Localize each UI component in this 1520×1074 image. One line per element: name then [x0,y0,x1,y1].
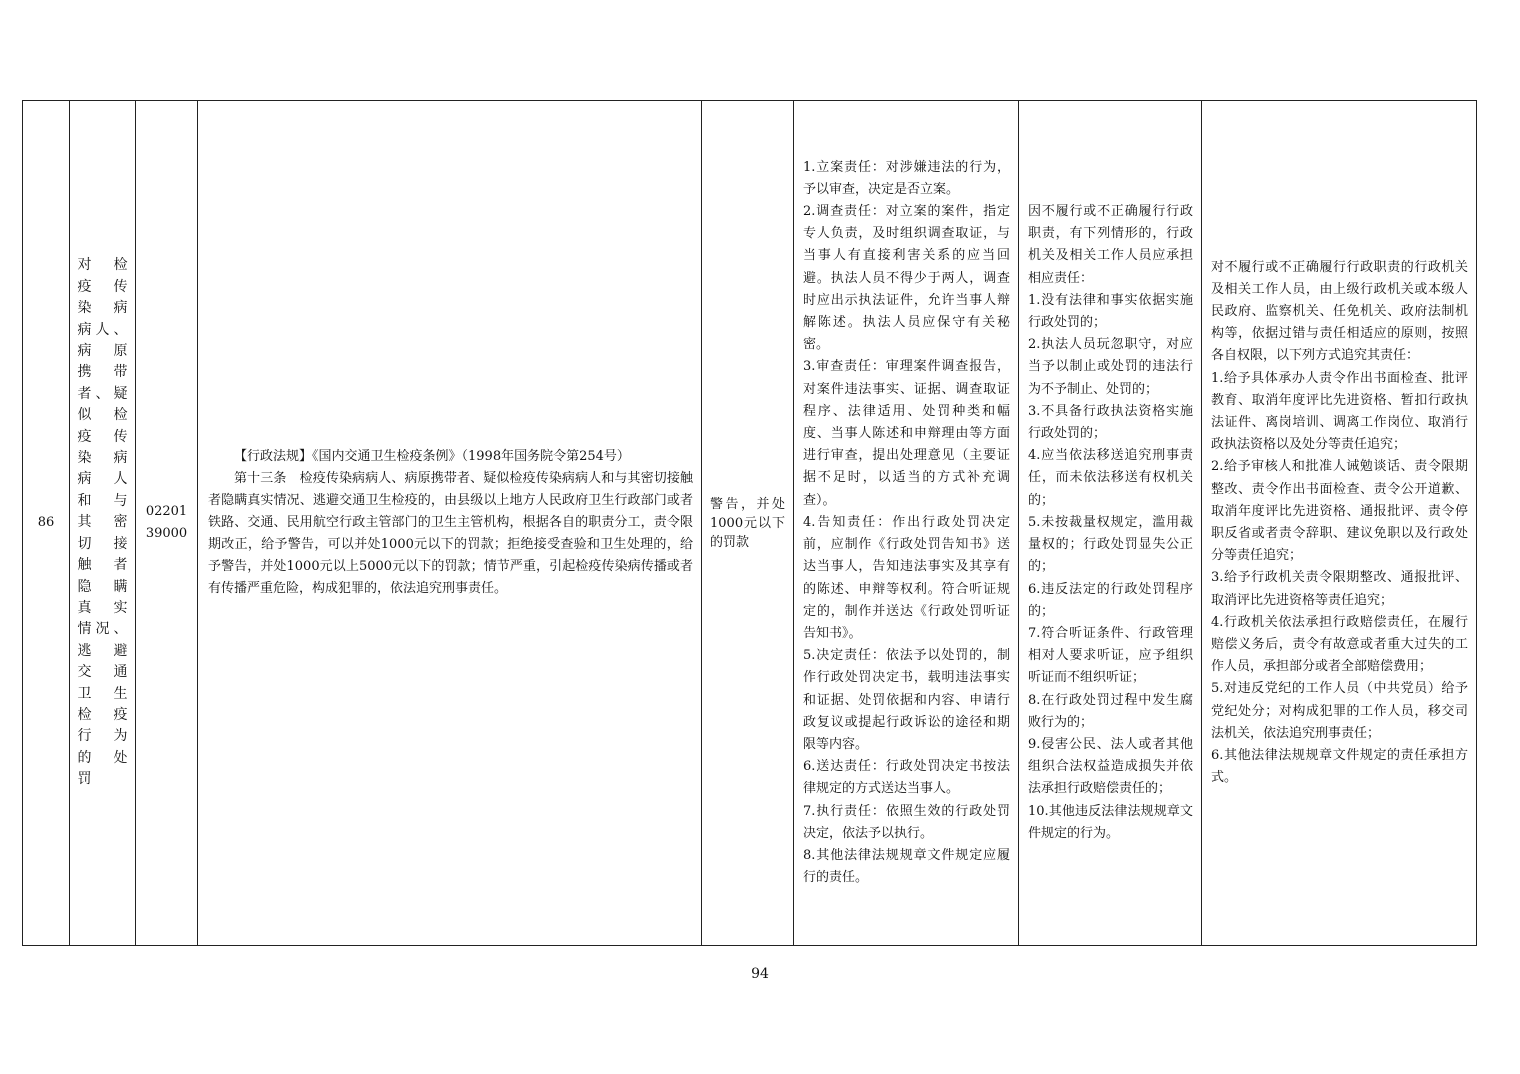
item-name-line: 情况、 [77,621,128,638]
item-name-line: 卫 生 [77,685,128,702]
item-name-line: 病 人 [77,471,128,488]
row-number-cell [23,101,70,946]
item-name-line: 行 为 [77,728,128,745]
list-item: 5.对违反党纪的工作人员（中共党员）给予党纪处分；对构成犯罪的工作人员，移交司法机关，依法追究刑事责任； [1211,681,1468,741]
item-name-line: 切 接 [77,535,128,552]
list-item: 10.其他违反法律法规规章文件规定的行为。 [1028,803,1193,841]
legal-basis-article: 第十三条 检疫传染病病人、病原携带者、疑似检疫传染病病人和与其密切接触者隐瞒真实情况、逃避交通卫生检疫的，由县级以上地方人民政府卫生行政部门或者铁路、交通、民用航空行政主管部门的卫生主管机构，根据各自的职责分工，责令限期改正，给予警告，可以并处1000元以下的罚款；拒绝接受查验和卫生处理的，给予警告，并处1000元以上5000元以下的罚款；情节严重，引起检疫传染病传播或者有传播严重危险，构成犯罪的，依法追究刑事责任。 [208,471,693,596]
accountability-methods-cell [1202,101,1477,946]
item-code-cell [136,101,198,946]
legal-basis-cell [198,101,702,946]
power-list-table [22,100,1477,946]
table-row [23,101,1477,946]
item-name-line: 者、疑 [77,385,128,402]
page-number: 94 [751,966,769,982]
item-name-line: 疫 传 [77,428,128,445]
list-item: 1.给予具体承办人责令作出书面检查、批评教育、取消年度评比先进资格、暂扣行政执法证件、离岗培训、调离工作岗位、取消行政执法资格以及处分等责任追究； [1211,370,1468,453]
list-item: 1.立案责任：对涉嫌违法的行为，予以审查，决定是否立案。 [803,159,1010,197]
item-name-line: 染 病 [77,300,128,317]
item-name-line: 隐 瞒 [77,578,128,595]
item-name-line: 其 密 [77,514,128,531]
list-item: 7.符合听证条件、行政管理相对人要求听证，应予组织听证而不组织听证； [1028,625,1193,686]
list-item: 9.侵害公民、法人或者其他组织合法权益造成损失并依法承担行政赔偿责任的； [1028,736,1193,797]
list-item: 2.给予审核人和批准人诫勉谈话、责令限期整改、责令作出书面检查、责令公开道歉、取消年度评比先进资格、通报批评、责令停职反省或者责令辞职、建议免职以及行政处分等责任追究； [1211,459,1468,564]
list-item: 2.调查责任：对立案的案件，指定专人负责，及时组织调查取证，与当事人有直接利害关系的应当回避。执法人员不得少于两人，调查时应出示执法证件，允许当事人辩解陈述。执法人员应保守有关秘密。 [803,204,1010,353]
list-item: 4.告知责任：作出行政处罚决定前，应制作《行政处罚告知书》送达当事人，告知违法事实及其享有的陈述、申辩等权利。符合听证规定的，制作并送达《行政处罚听证告知书》。 [803,514,1010,641]
item-name-cell [70,101,136,946]
list-item: 2.执法人员玩忽职守，对应当予以制止或处罚的违法行为不予制止、处罚的； [1028,337,1193,397]
list-item: 6.其他法律法规规章文件规定的责任承担方式。 [1211,748,1468,786]
responsibilities-cell [794,101,1019,946]
list-item: 5.决定责任：依法予以处罚的，制作行政处罚决定书，载明违法事实和证据、处罚依据和内容、申请行政复议或提起行政诉讼的途径和期限等内容。 [803,648,1010,752]
accountability-conditions-list [1019,201,1201,845]
list-item: 4.行政机关依法承担行政赔偿责任，在履行赔偿义务后，责令有故意或者重大过失的工作人员，承担部分或者全部赔偿费用； [1211,614,1468,675]
list-item: 6.送达责任：行政处罚决定书按法律规定的方式送达当事人。 [803,759,1010,797]
list-item: 3.审查责任：审理案件调查报告，对案件违法事实、证据、调查取证程序、法律适用、处罚种类和幅度、当事人陈述和申辩理由等方面进行审查，提出处理意见（主要证据不足时，以适当的方式补充调查）。 [803,359,1010,508]
item-name-line: 触 者 [77,557,128,574]
list-item: 4.应当依法移送追究刑事责任，而未依法移送有权机关的； [1028,448,1193,508]
item-name-line: 交 通 [77,664,128,681]
item-code-line: 02201 [145,504,188,519]
item-name-line: 的 处 [77,749,128,766]
item-name-line: 疫 传 [77,278,128,295]
item-name-line: 对 检 [77,257,128,274]
list-item: 3.给予行政机关责令限期整改、通报批评、取消评比先进资格等责任追究； [1211,570,1468,608]
list-item: 6.违反法定的行政处罚程序的； [1028,581,1193,619]
item-name-line: 真 实 [77,599,128,616]
responsibilities-list [794,157,1018,890]
item-code [136,501,197,545]
list-item: 5.未按裁量权规定，滥用裁量权的；行政处罚显失公正的； [1028,514,1193,575]
list-item: 7.执行责任：依照生效的行政处罚决定，依法予以执行。 [803,803,1010,841]
item-name-line: 病人、 [77,321,128,338]
item-name-line: 逃 避 [77,642,128,659]
penalty-cell [702,101,794,946]
penalty-text: 警告，并处1000元以下的罚款 [710,496,785,550]
item-name-line: 罚 [77,771,92,788]
list-item: 3.不具备行政执法资格实施行政处罚的； [1028,403,1193,442]
list-item: 因不履行或不正确履行行政职责，有下列情形的，行政机关及相关工作人员应承担相应责任： [1028,204,1193,286]
row-number: 86 [37,515,55,530]
item-name-line: 和 与 [77,492,128,509]
item-code-line: 39000 [145,526,188,541]
list-item: 8.其他法律法规规章文件规定应履行的责任。 [803,847,1010,886]
list-item: 8.在行政处罚过程中发生腐败行为的； [1028,692,1193,730]
item-name-line: 染 病 [77,450,128,467]
list-item: 对不履行或不正确履行行政职责的行政机关及相关工作人员，由上级行政机关或本级人民政府、监察机关、任免机关、政府法制机构等，依据过错与责任相适应的原则，按照各自权限，以下列方式追究其责任： [1211,259,1468,364]
item-name-line: 检 疫 [77,706,128,723]
legal-basis-title: 【行政法规】《国内交通卫生检疫条例》（1998年国务院令第254号） [234,449,630,464]
item-name-line: 携 带 [77,364,128,381]
item-name-line: 病 原 [77,343,128,360]
accountability-methods-list [1202,257,1476,790]
item-name [78,255,128,790]
list-item: 1.没有法律和事实依据实施行政处罚的； [1028,292,1193,331]
accountability-conditions-cell [1019,101,1202,946]
item-name-line: 似 检 [77,407,128,424]
